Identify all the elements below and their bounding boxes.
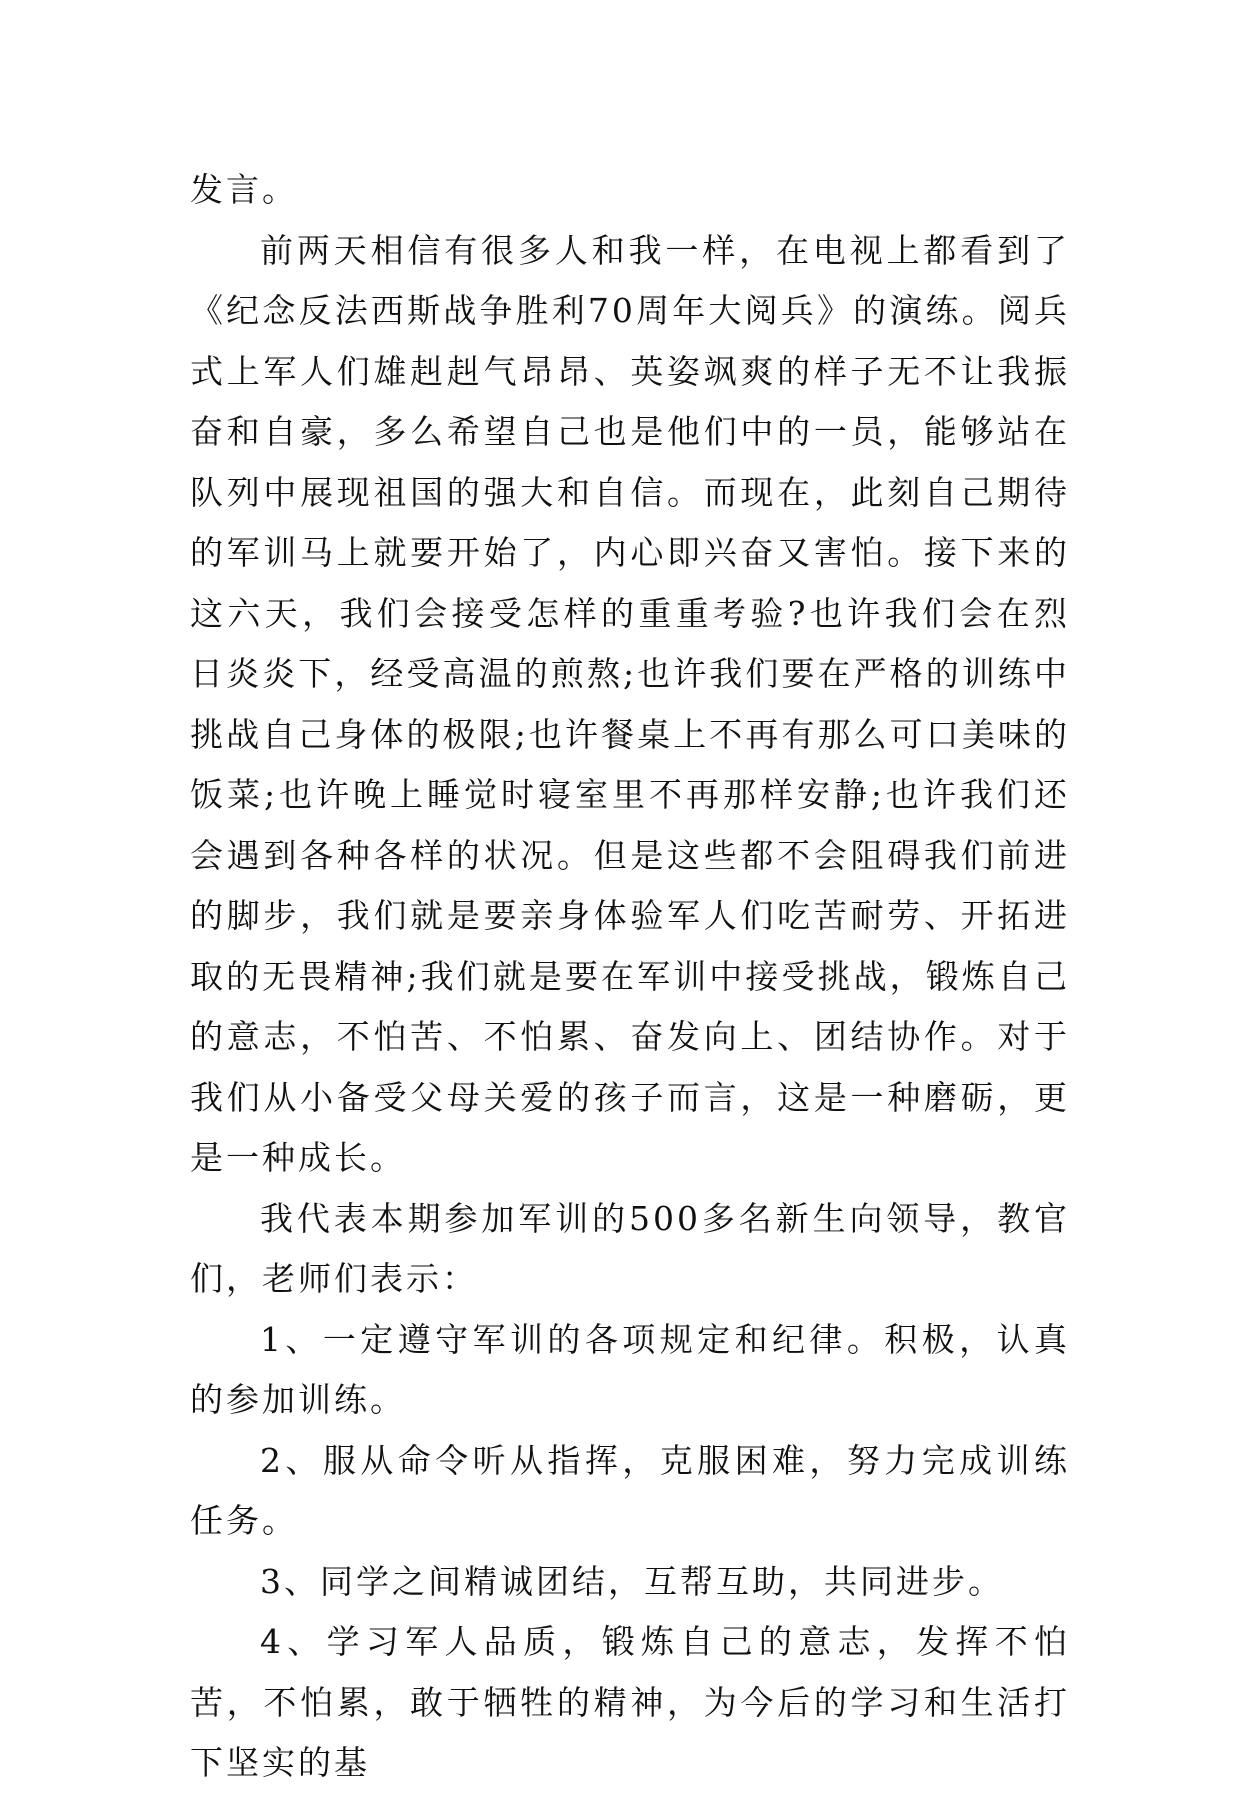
pledge-item-2: 2、服从命令听从指挥，克服困难，努力完成训练任务。 — [190, 1440, 1070, 1540]
pledge-item-3: 3、同学之间精诚团结，互帮互助，共同进步。 — [260, 1561, 1004, 1601]
paragraph-opening-fragment: 发言。 — [190, 170, 298, 209]
pledge-item-4: 4、学习军人品质，锻炼自己的意志，发挥不怕苦，不怕累，敢于牺牲的精神，为今后的学习和生活打下坚实的基 — [190, 1622, 1070, 1782]
document-body — [190, 160, 1070, 1794]
paragraph-pledge-intro: 我代表本期参加军训的500多名新生向领导，教官们，老师们表示： — [190, 1198, 1070, 1298]
pledge-item-1: 1、一定遵守军训的各项规定和纪律。积极，认真的参加训练。 — [190, 1319, 1070, 1419]
paragraph-parade-reflection: 前两天相信有很多人和我一样，在电视上都看到了《纪念反法西斯战争胜利70周年大阅兵》的演练。阅兵式上军人们雄赳赳气昂昂、英姿飒爽的样子无不让我振奋和自豪，多么希望自己也是他们中的一员，能够站在队列中展现祖国的强大和自信。而现在，此刻自己期待的军训马上就要开始了，内心即兴奋又害怕。接下来的这六天，我们会接受怎样的重重考验?也许我们会在烈日炎炎下，经受高温的煎熬;也许我们要在严格的训练中挑战自己身体的极限;也许餐桌上不再有那么可口美味的饭菜;也许晚上睡觉时寝室里不再那样安静;也许我们还会遇到各种各样的状况。但是这些都不会阻碍我们前进的脚步，我们就是要亲身体验军人们吃苦耐劳、开拓进取的无畏精神;我们就是要在军训中接受挑战，锻炼自己的意志，不怕苦、不怕累、奋发向上、团结协作。对于我们从小备受父母关爱的孩子而言，这是一种磨砺，更是一种成长。 — [190, 230, 1070, 1177]
